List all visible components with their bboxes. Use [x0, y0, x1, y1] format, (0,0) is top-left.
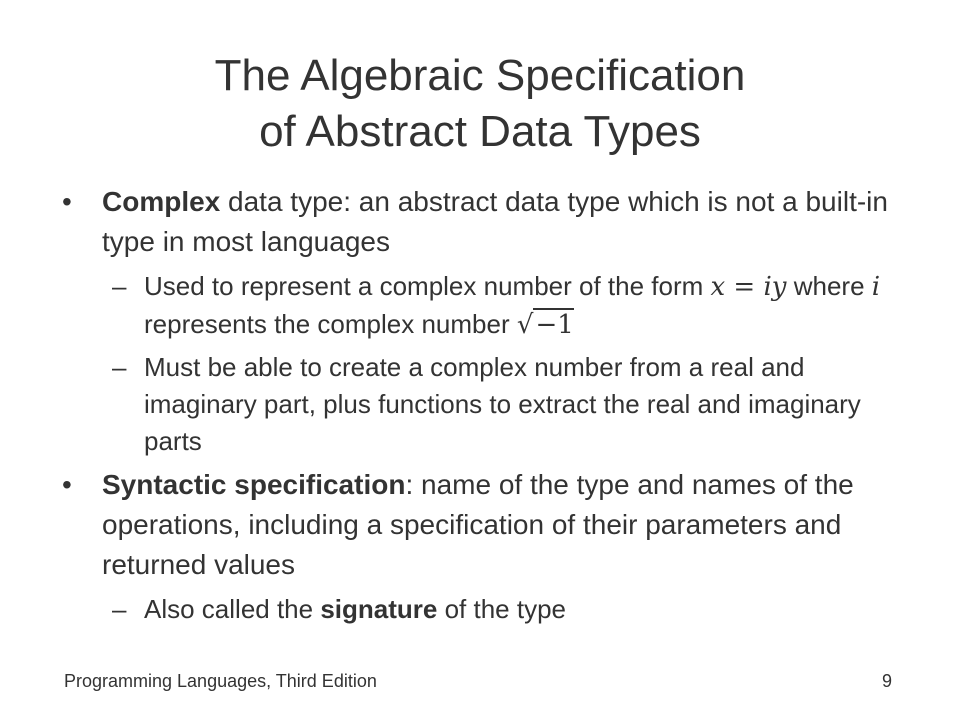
subbullet-create — [62, 349, 912, 460]
bullet-text: data type: an abstract data type which is not a built-in type in most languages — [102, 186, 888, 257]
subbullet-text-after: of the type — [437, 594, 567, 624]
bullet-complex — [62, 182, 912, 262]
subbullet-text-mid: where — [786, 271, 872, 301]
subbullet-represent — [62, 268, 912, 344]
slide-title — [0, 48, 960, 160]
dash-marker: – — [112, 594, 127, 624]
subbullet-signature — [62, 591, 912, 628]
dash-marker: – — [112, 352, 127, 382]
math-variable-i: i — [871, 272, 881, 302]
subbullet-text: Must be able to create a complex number from a real and imaginary part, plus functions to extract the real and imaginary parts — [144, 352, 861, 456]
subbullet-text-before: Also called the — [144, 594, 321, 624]
slide-body — [62, 182, 912, 633]
footer-page-number: 9 — [881, 671, 892, 691]
bullet-syntactic — [62, 465, 912, 585]
bullet-text: : name of the type and names of the operations, including a specification of their parameters and returned values — [102, 469, 854, 580]
bullet-marker: • — [62, 186, 72, 217]
math-equation: x = iy — [710, 272, 787, 302]
bullet-term: Syntactic specification — [102, 469, 406, 500]
radical-sign: √ — [516, 310, 534, 340]
title-line-2: of Abstract Data Types — [259, 107, 701, 156]
title-line-1: The Algebraic Specification — [214, 51, 746, 100]
radicand: −1 — [535, 310, 574, 340]
subbullet-text-after: represents the complex number — [144, 309, 517, 339]
footer-book-title: Programming Languages, Third Edition — [64, 671, 377, 691]
subbullet-text-before: Used to represent a complex number of the form — [144, 271, 711, 301]
subbullet-term: signature — [320, 594, 438, 624]
math-square-root — [517, 307, 574, 344]
dash-marker: – — [112, 271, 127, 301]
bullet-term: Complex — [102, 186, 221, 217]
bullet-marker: • — [62, 469, 72, 500]
